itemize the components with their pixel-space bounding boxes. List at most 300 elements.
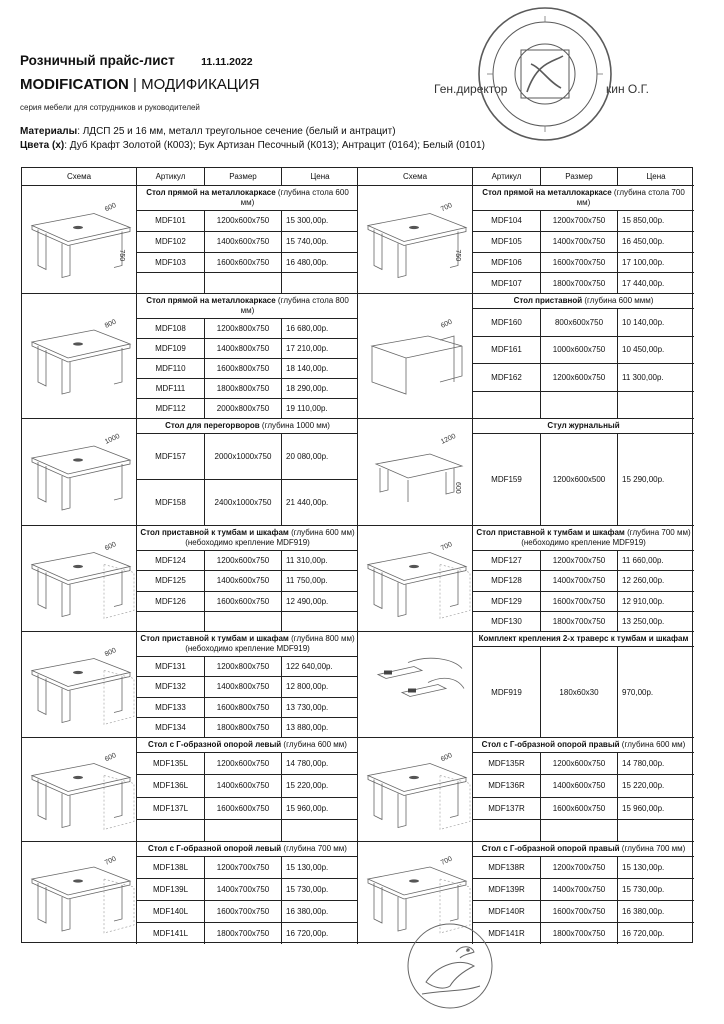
size-cell: 1600х700х750 bbox=[541, 901, 618, 922]
straight-desk-icon bbox=[358, 186, 473, 293]
article-cell: MDF138L bbox=[137, 857, 205, 878]
product-title-bold: Стол с Г-образной опорой левый bbox=[148, 844, 282, 853]
size-cell: 1200х800х750 bbox=[205, 657, 282, 676]
size-cell: 1400х700х750 bbox=[541, 879, 618, 900]
price-row bbox=[473, 253, 694, 274]
size-cell: 1200х600х750 bbox=[541, 753, 618, 774]
product-table bbox=[137, 526, 358, 631]
price-row bbox=[473, 857, 694, 879]
size-cell: 1200х700х750 bbox=[205, 857, 282, 878]
product-title-bold: Стол прямой на металлокаркасе bbox=[146, 296, 276, 305]
product-table bbox=[137, 738, 358, 841]
price-row bbox=[473, 798, 694, 820]
product-title bbox=[137, 294, 358, 319]
article-cell: MDF103 bbox=[137, 253, 205, 273]
price-row bbox=[137, 657, 358, 677]
price-row bbox=[473, 392, 694, 419]
product-title-rest: (глубина стола 700 мм) bbox=[576, 188, 685, 207]
size-cell: 1600х700х750 bbox=[205, 901, 282, 922]
article-cell: MDF131 bbox=[137, 657, 205, 676]
size-cell: 1800х700х750 bbox=[541, 273, 618, 293]
size-cell: 1400х600х750 bbox=[205, 775, 282, 796]
signature-name: кин О.Г. bbox=[606, 82, 649, 96]
product-table bbox=[473, 738, 694, 841]
product-title bbox=[137, 842, 358, 857]
size-cell: 1200х600х750 bbox=[205, 753, 282, 774]
article-cell: MDF158 bbox=[137, 480, 205, 525]
price-cell: 15 960,00р. bbox=[622, 803, 665, 813]
price-cell: 16 380,00р. bbox=[622, 907, 665, 916]
product-table bbox=[473, 294, 694, 418]
article-cell: MDF141R bbox=[473, 923, 541, 944]
size-cell: 1400х800х750 bbox=[205, 339, 282, 358]
size-cell: 1200х700х750 bbox=[541, 551, 618, 570]
l-support-desk-icon bbox=[358, 738, 473, 841]
size-cell: 1400х700х750 bbox=[541, 232, 618, 252]
product-title-bold: Стол приставной к тумбам и шкафам bbox=[140, 634, 289, 643]
product-title bbox=[473, 526, 694, 551]
scheme-cell bbox=[22, 738, 137, 841]
article-cell: MDF128 bbox=[473, 571, 541, 590]
scheme-cell bbox=[22, 842, 137, 944]
price-rows bbox=[137, 319, 358, 418]
size-cell: 800х600х750 bbox=[541, 309, 618, 336]
company-seal-icon bbox=[475, 4, 615, 144]
product-title bbox=[473, 738, 694, 753]
product-table bbox=[473, 419, 694, 525]
document-date: 11.11.2022 bbox=[201, 56, 253, 68]
product-title bbox=[473, 419, 694, 434]
price-row bbox=[137, 677, 358, 697]
product-title-bold: Стул журнальный bbox=[547, 421, 620, 430]
price-row bbox=[473, 551, 694, 571]
article-cell bbox=[473, 392, 541, 419]
product-block bbox=[358, 526, 694, 632]
header-price: Цена bbox=[310, 172, 330, 181]
size-cell: 1000х600х750 bbox=[541, 337, 618, 364]
collection-name-ru: МОДИФИКАЦИЯ bbox=[141, 76, 260, 93]
product-title-rest: (глубина 700 мм) bbox=[619, 844, 686, 853]
svg-text:750: 750 bbox=[118, 249, 125, 262]
price-row bbox=[137, 798, 358, 820]
scheme-cell bbox=[22, 186, 137, 293]
header-size: Размер bbox=[205, 168, 282, 185]
price-cell: 970,00р. bbox=[622, 687, 654, 697]
price-cell: 16 480,00р. bbox=[286, 257, 329, 267]
product-title-rest: (глубина 800 мм) (небоходимо крепление MDF919) bbox=[185, 634, 355, 653]
product-block bbox=[22, 419, 358, 526]
size-cell: 1200х600х500 bbox=[541, 434, 618, 525]
product-title-bold: Стол для перегорворов bbox=[165, 421, 260, 430]
price-cell: 15 730,00р. bbox=[286, 885, 329, 894]
article-cell: MDF157 bbox=[137, 434, 205, 479]
article-cell: MDF136R bbox=[473, 775, 541, 796]
price-cell: 21 440,00р. bbox=[286, 498, 329, 507]
product-title bbox=[473, 842, 694, 857]
svg-text:700: 700 bbox=[103, 855, 118, 867]
article-cell: MDF161 bbox=[473, 337, 541, 364]
pedestal-desk-icon bbox=[22, 526, 137, 631]
article-cell: MDF101 bbox=[137, 211, 205, 231]
header-price: Цена bbox=[646, 172, 666, 181]
product-title bbox=[473, 632, 694, 647]
colors-label: Цвета (х) bbox=[20, 140, 65, 151]
size-cell: 1200х600х750 bbox=[205, 211, 282, 231]
size-cell: 1600х600х750 bbox=[205, 253, 282, 273]
price-cell: 15 130,00р. bbox=[622, 863, 665, 872]
size-cell: 1800х700х750 bbox=[541, 923, 618, 944]
article-cell: MDF135L bbox=[137, 753, 205, 774]
article-cell: MDF139L bbox=[137, 879, 205, 900]
price-cell: 15 300,00р. bbox=[286, 216, 329, 226]
header-article: Артикул bbox=[473, 168, 541, 185]
price-row bbox=[137, 480, 358, 525]
price-row bbox=[137, 232, 358, 253]
price-row bbox=[473, 879, 694, 901]
size-cell: 1800х800х750 bbox=[205, 379, 282, 398]
price-cell: 11 660,00р. bbox=[622, 556, 664, 566]
price-cell: 14 780,00р. bbox=[286, 759, 329, 769]
price-row bbox=[473, 592, 694, 612]
price-cell bbox=[282, 612, 358, 631]
size-cell bbox=[205, 612, 282, 631]
price-row bbox=[473, 364, 694, 392]
mount-kit-icon bbox=[358, 632, 473, 737]
product-title bbox=[473, 186, 694, 211]
price-cell: 18 140,00р. bbox=[286, 364, 329, 373]
price-row bbox=[137, 359, 358, 379]
price-cell: 15 730,00р. bbox=[622, 885, 665, 894]
svg-text:600: 600 bbox=[103, 752, 118, 764]
price-row bbox=[137, 698, 358, 718]
product-title bbox=[137, 632, 358, 657]
product-table bbox=[137, 842, 358, 944]
price-rows bbox=[473, 434, 694, 525]
product-block bbox=[358, 738, 694, 842]
size-cell: 1200х600х750 bbox=[205, 551, 282, 570]
size-cell: 1200х700х750 bbox=[541, 211, 618, 231]
price-cell: 15 740,00р. bbox=[286, 237, 329, 247]
article-cell: MDF109 bbox=[137, 339, 205, 358]
size-cell: 1200х600х750 bbox=[541, 364, 618, 391]
svg-text:800: 800 bbox=[103, 318, 118, 330]
product-title bbox=[137, 526, 358, 551]
pedestal-desk-icon bbox=[22, 632, 137, 737]
price-row bbox=[137, 339, 358, 359]
straight-desk-icon bbox=[22, 294, 137, 418]
size-cell: 2000х800х750 bbox=[205, 399, 282, 418]
size-cell bbox=[541, 392, 618, 419]
article-cell: MDF108 bbox=[137, 319, 205, 338]
price-row bbox=[137, 273, 358, 293]
article-cell: MDF160 bbox=[473, 309, 541, 336]
header-size: Размер bbox=[541, 168, 618, 185]
svg-text:600: 600 bbox=[103, 541, 118, 553]
price-cell: 12 490,00р. bbox=[286, 596, 329, 606]
price-row bbox=[473, 273, 694, 293]
article-cell bbox=[137, 273, 205, 293]
size-cell: 1400х600х750 bbox=[205, 571, 282, 590]
article-cell: MDF135R bbox=[473, 753, 541, 774]
price-cell: 10 140,00р. bbox=[622, 317, 665, 327]
price-rows bbox=[473, 647, 694, 737]
article-cell: MDF919 bbox=[473, 647, 541, 737]
size-cell: 1400х600х750 bbox=[205, 232, 282, 252]
materials-value: : ЛДСП 25 и 16 мм, металл треугольное сечение (белый и антрацит) bbox=[77, 126, 396, 137]
article-cell: MDF136L bbox=[137, 775, 205, 796]
size-cell: 180х60х30 bbox=[541, 647, 618, 737]
article-cell: MDF159 bbox=[473, 434, 541, 525]
price-row bbox=[137, 253, 358, 274]
bird-emblem-icon bbox=[404, 920, 496, 1012]
header-scheme: Схема bbox=[358, 168, 473, 185]
article-cell: MDF138R bbox=[473, 857, 541, 878]
pedestal-desk-icon bbox=[358, 526, 473, 631]
product-table bbox=[137, 294, 358, 418]
size-cell: 1200х800х750 bbox=[205, 319, 282, 338]
product-block bbox=[22, 738, 358, 842]
product-block bbox=[358, 632, 694, 738]
product-title-rest: (глубина 1000 мм) bbox=[259, 421, 330, 430]
size-cell: 1400х600х750 bbox=[541, 775, 618, 796]
price-row bbox=[137, 571, 358, 591]
price-row bbox=[137, 399, 358, 418]
price-row bbox=[137, 592, 358, 612]
size-cell bbox=[205, 273, 282, 293]
price-row bbox=[137, 718, 358, 737]
article-cell: MDF137R bbox=[473, 798, 541, 819]
product-table bbox=[137, 419, 358, 525]
scheme-cell bbox=[22, 632, 137, 737]
size-cell: 1600х700х750 bbox=[541, 592, 618, 611]
price-cell: 18 290,00р. bbox=[286, 384, 329, 393]
collection-separator: | bbox=[128, 76, 142, 93]
article-cell: MDF110 bbox=[137, 359, 205, 378]
scheme-cell bbox=[358, 294, 473, 418]
article-cell: MDF127 bbox=[473, 551, 541, 570]
price-cell: 17 210,00р. bbox=[286, 344, 329, 353]
article-cell: MDF126 bbox=[137, 592, 205, 611]
price-cell: 17 440,00р. bbox=[622, 278, 665, 288]
price-cell: 19 110,00р. bbox=[286, 404, 328, 413]
article-cell bbox=[473, 820, 541, 841]
price-cell: 16 720,00р. bbox=[286, 929, 329, 938]
size-cell: 1600х700х750 bbox=[541, 253, 618, 273]
product-title bbox=[137, 738, 358, 753]
size-cell: 1600х600х750 bbox=[541, 798, 618, 819]
price-row bbox=[137, 923, 358, 944]
article-cell: MDF105 bbox=[473, 232, 541, 252]
article-cell: MDF111 bbox=[137, 379, 205, 398]
size-cell: 2400х1000х750 bbox=[205, 480, 282, 525]
product-title-bold: Стол прямой на металлокаркасе bbox=[482, 188, 612, 197]
product-block bbox=[358, 186, 694, 294]
scheme-cell bbox=[22, 294, 137, 418]
price-rows bbox=[473, 551, 694, 631]
size-cell bbox=[541, 820, 618, 841]
price-row bbox=[473, 309, 694, 337]
price-cell: 122 640,00р. bbox=[286, 662, 333, 672]
price-rows bbox=[137, 857, 358, 944]
product-block bbox=[358, 419, 694, 526]
article-cell: MDF129 bbox=[473, 592, 541, 611]
price-row bbox=[137, 551, 358, 571]
product-title bbox=[137, 419, 358, 434]
scheme-cell bbox=[358, 186, 473, 293]
price-row bbox=[137, 434, 358, 480]
price-row bbox=[137, 820, 358, 841]
svg-text:750: 750 bbox=[454, 249, 461, 262]
size-cell: 1800х700х750 bbox=[541, 612, 618, 631]
price-row bbox=[473, 612, 694, 631]
header-article: Артикул bbox=[137, 168, 205, 185]
price-cell: 16 450,00р. bbox=[622, 237, 665, 247]
product-title-rest: (глубина 600 ммм) bbox=[582, 296, 654, 305]
product-block bbox=[358, 294, 694, 419]
article-cell: MDF139R bbox=[473, 879, 541, 900]
price-cell: 15 290,00р. bbox=[622, 475, 665, 484]
scheme-cell bbox=[358, 632, 473, 737]
document-title: Розничный прайс-лист bbox=[20, 53, 175, 68]
size-cell: 1800х700х750 bbox=[205, 923, 282, 944]
scheme-cell bbox=[358, 738, 473, 841]
price-row bbox=[473, 337, 694, 365]
price-cell: 15 220,00р. bbox=[622, 781, 665, 791]
svg-text:700: 700 bbox=[439, 855, 454, 867]
price-row bbox=[137, 901, 358, 923]
table-header-left bbox=[22, 168, 358, 186]
article-cell: MDF102 bbox=[137, 232, 205, 252]
product-title-rest: (глубина стола 800 мм) bbox=[240, 296, 349, 315]
price-row bbox=[137, 753, 358, 775]
article-cell: MDF106 bbox=[473, 253, 541, 273]
document-header bbox=[20, 52, 460, 112]
price-cell bbox=[618, 392, 694, 419]
size-cell: 1400х800х750 bbox=[205, 677, 282, 696]
price-rows bbox=[137, 551, 358, 631]
price-rows bbox=[473, 309, 694, 418]
price-row bbox=[473, 434, 694, 525]
straight-desk-icon bbox=[22, 186, 137, 293]
product-title-rest: (глубина 600 мм) (небоходимо крепление MDF919) bbox=[185, 528, 355, 547]
article-cell: MDF134 bbox=[137, 718, 205, 737]
signature-title: Ген.директор bbox=[434, 82, 508, 96]
svg-text:600: 600 bbox=[103, 202, 118, 214]
svg-text:700: 700 bbox=[439, 202, 454, 214]
materials-label: Материалы bbox=[20, 126, 78, 137]
article-cell: MDF107 bbox=[473, 273, 541, 293]
svg-text:700: 700 bbox=[439, 541, 454, 553]
size-cell: 2000х1000х750 bbox=[205, 434, 282, 479]
product-table bbox=[473, 526, 694, 631]
l-support-desk-icon bbox=[22, 842, 137, 944]
product-title-bold: Стол с Г-образной опорой правый bbox=[481, 740, 620, 749]
price-cell: 11 750,00р. bbox=[286, 576, 328, 586]
price-cell bbox=[282, 820, 358, 841]
price-cell: 15 960,00р. bbox=[286, 803, 329, 813]
size-cell: 1600х800х750 bbox=[205, 359, 282, 378]
article-cell: MDF132 bbox=[137, 677, 205, 696]
article-cell: MDF140L bbox=[137, 901, 205, 922]
product-table bbox=[473, 842, 694, 944]
product-block bbox=[22, 526, 358, 632]
price-row bbox=[137, 211, 358, 232]
svg-text:600: 600 bbox=[439, 318, 454, 330]
price-rows bbox=[473, 211, 694, 293]
product-title-bold: Стол приставной bbox=[513, 296, 583, 305]
price-row bbox=[137, 612, 358, 631]
size-cell: 1400х700х750 bbox=[205, 879, 282, 900]
article-cell: MDF141L bbox=[137, 923, 205, 944]
price-cell: 16 380,00р. bbox=[286, 907, 329, 916]
svg-text:800: 800 bbox=[103, 647, 118, 659]
price-row bbox=[137, 775, 358, 797]
price-row bbox=[473, 232, 694, 253]
price-cell: 13 730,00р. bbox=[286, 702, 329, 712]
product-title-rest: (глубина 600 мм) bbox=[619, 740, 686, 749]
price-cell: 10 450,00р. bbox=[622, 345, 665, 355]
price-row bbox=[137, 319, 358, 339]
article-cell: MDF133 bbox=[137, 698, 205, 717]
price-cell bbox=[282, 273, 358, 293]
price-row bbox=[473, 753, 694, 775]
size-cell: 1600х600х750 bbox=[205, 798, 282, 819]
price-row bbox=[137, 857, 358, 879]
price-cell: 17 100,00р. bbox=[622, 257, 665, 267]
price-cell: 12 260,00р. bbox=[622, 576, 665, 586]
header-scheme: Схема bbox=[22, 168, 137, 185]
product-block bbox=[22, 632, 358, 738]
price-row bbox=[137, 879, 358, 901]
product-title-bold: Стол с Г-образной опорой правый bbox=[481, 844, 620, 853]
product-table bbox=[473, 186, 694, 293]
series-description: серия мебели для сотрудников и руководителей bbox=[20, 103, 200, 112]
materials-info bbox=[20, 125, 485, 153]
product-title-bold: Стол с Г-образной опорой левый bbox=[148, 740, 282, 749]
size-cell bbox=[205, 820, 282, 841]
meeting-table-icon bbox=[22, 419, 137, 525]
price-cell: 13 880,00р. bbox=[286, 722, 329, 732]
price-row bbox=[473, 820, 694, 841]
article-cell: MDF140R bbox=[473, 901, 541, 922]
price-row bbox=[473, 571, 694, 591]
product-title-bold: Комплект крепления 2-х траверс к тумбам и шкафам bbox=[478, 634, 689, 643]
size-cell: 1600х600х750 bbox=[205, 592, 282, 611]
size-cell: 1200х700х750 bbox=[541, 857, 618, 878]
l-support-desk-icon bbox=[22, 738, 137, 841]
price-cell: 14 780,00р. bbox=[622, 759, 665, 769]
scheme-cell bbox=[22, 526, 137, 631]
product-title-bold: Стол прямой на металлокаркасе bbox=[146, 188, 276, 197]
price-row bbox=[473, 901, 694, 923]
price-cell bbox=[618, 820, 694, 841]
collection-name bbox=[20, 76, 460, 93]
price-cell: 16 680,00р. bbox=[286, 324, 329, 333]
product-table bbox=[137, 186, 358, 293]
article-cell: MDF125 bbox=[137, 571, 205, 590]
article-cell: MDF104 bbox=[473, 211, 541, 231]
product-title-bold: Стол приставной к тумбам и шкафам bbox=[476, 528, 625, 537]
scheme-cell bbox=[358, 419, 473, 525]
product-title-rest: (глубина 700 мм) (небоходимо крепление MDF919) bbox=[521, 528, 691, 547]
side-desk-icon bbox=[358, 294, 473, 418]
coffee-table-icon bbox=[358, 419, 473, 525]
scheme-cell bbox=[22, 419, 137, 525]
article-cell: MDF130 bbox=[473, 612, 541, 631]
price-row bbox=[137, 379, 358, 399]
product-table bbox=[137, 632, 358, 737]
price-rows bbox=[137, 434, 358, 525]
